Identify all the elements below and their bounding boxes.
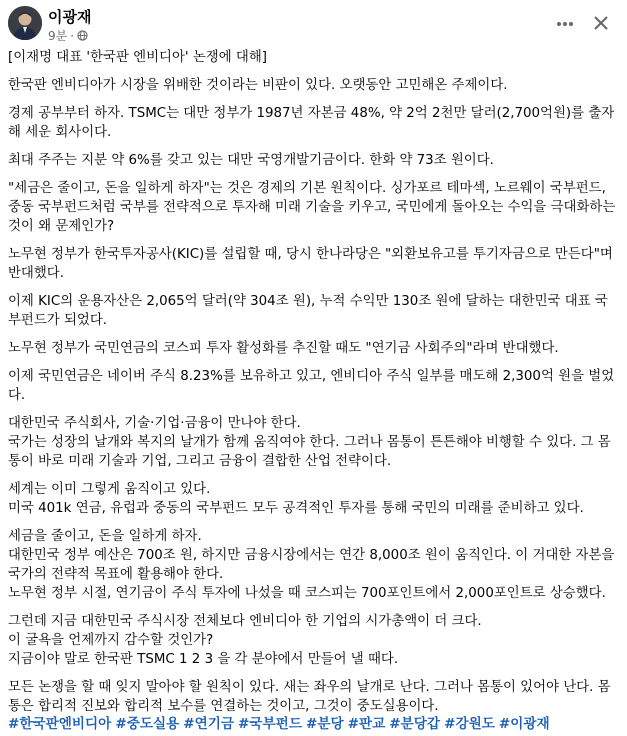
paragraph-line: 노무현 정부 시절, 연기금이 주식 투자에 나섰을 때 코스피는 700포인트에서 2,000포인트로 상승했다. bbox=[8, 586, 606, 601]
post-paragraph bbox=[8, 480, 620, 518]
post-paragraphs bbox=[8, 76, 620, 716]
paragraph-line: 한국판 엔비디아가 시장을 위배한 것이라는 비판이 있다. 오랫동안 고민해온 주제이다. bbox=[8, 78, 508, 93]
paragraph-line: 이 굴욕을 언제까지 감수할 것인가? bbox=[8, 633, 214, 648]
post-time[interactable]: 9분 bbox=[48, 29, 68, 43]
post-paragraph bbox=[8, 414, 620, 471]
post-paragraph bbox=[8, 104, 620, 142]
post-paragraph bbox=[8, 339, 620, 358]
hashtag-link[interactable]: #국부펀드 bbox=[238, 716, 302, 732]
post-paragraph bbox=[8, 527, 620, 603]
paragraph-line: 노무현 정부가 한국투자공사(KIC)를 설립할 때, 당시 한나라당은 "외환보유고를 투기자금으로 만든다"며 반대했다. bbox=[8, 247, 613, 281]
paragraph-line: 미국 401k 연금, 유럽과 중동의 국부펀드 모두 공격적인 투자를 통해 국민의 미래를 준비하고 있다. bbox=[8, 501, 584, 516]
close-button[interactable] bbox=[590, 12, 612, 34]
post-body bbox=[8, 48, 620, 725]
author-avatar[interactable] bbox=[8, 6, 42, 40]
paragraph-line: 대한민국 정부 예산은 700조 원, 하지만 금융시장에서는 연간 8,000조 원이 움직인다. 이 거대한 자본을 국가의 전략적 목표에 활용해야 한다. bbox=[8, 548, 615, 582]
more-horizontal-icon bbox=[556, 21, 574, 27]
paragraph-line: "세금은 줄이고, 돈을 일하게 하자"는 것은 경제의 기본 원칙이다. 싱가포르 테마섹, 노르웨이 국부펀드, 중동 국부펀드처럼 국부를 전략적으로 투자해 미래 기술을 키우고, 국민에게 돌아오는 수익을 극대화하는 것이 왜 문제인가? bbox=[8, 181, 616, 234]
paragraph-line: 세금을 줄이고, 돈을 일하게 하자. bbox=[8, 529, 202, 544]
hashtag-link[interactable]: #이광재 bbox=[498, 716, 550, 732]
hashtag-list bbox=[8, 712, 554, 732]
post-paragraph bbox=[8, 292, 620, 330]
paragraph-line: 노무현 정부가 국민연금의 코스피 투자 활성화를 추진할 때도 "연기금 사회주의"라며 반대했다. bbox=[8, 341, 559, 356]
paragraph-line: 세계는 이미 그렇게 움직이고 있다. bbox=[8, 482, 211, 497]
paragraph-line: 국가는 성장의 날개와 복지의 날개가 함께 움직여야 한다. 그러나 몸통이 튼튼해야 비행할 수 있다. 그 몸통이 바로 미래 기술과 기업, 그리고 금융이 결합한 산업 전략이다. bbox=[8, 435, 611, 469]
hashtag-link[interactable]: #판교 bbox=[347, 716, 386, 732]
globe-icon[interactable] bbox=[77, 30, 88, 41]
hashtag-link[interactable]: #한국판엔비디아 bbox=[8, 716, 112, 732]
avatar-portrait-icon bbox=[8, 6, 42, 40]
post-paragraph bbox=[8, 612, 620, 669]
post-paragraph bbox=[8, 179, 620, 236]
hashtag-link[interactable]: #연기금 bbox=[183, 716, 235, 732]
paragraph-line: 모든 논쟁을 할 때 잊지 말아야 할 원칙이 있다. 새는 좌우의 날개로 난다. 그러나 몸통이 있어야 난다. 몸통은 합리적 진보와 합리적 보수를 연결하는 것이고, 그것이 중도실용이다. bbox=[8, 680, 611, 714]
post-paragraph bbox=[8, 151, 620, 170]
meta-separator: · bbox=[70, 28, 75, 43]
paragraph-line: 경제 공부부터 하자. TSMC는 대만 정부가 1987년 자본금 48%, 약 2억 2천만 달러(2,700억원)를 출자해 세운 회사이다. bbox=[8, 106, 615, 140]
hashtag-link[interactable]: #분당갑 bbox=[389, 716, 441, 732]
hashtag-link[interactable]: #분당 bbox=[305, 716, 344, 732]
post-paragraph bbox=[8, 245, 620, 283]
hashtag-link[interactable]: #중도실용 bbox=[115, 716, 180, 732]
paragraph-line: 지금이야 말로 한국판 TSMC 1 2 3 을 각 분야에서 만들어 낼 때다. bbox=[8, 652, 399, 667]
post-paragraph bbox=[8, 76, 620, 95]
paragraph-line: 대한민국 주식회사, 기술·기업·금융이 만나야 한다. bbox=[8, 416, 301, 431]
close-icon bbox=[593, 15, 609, 31]
post-meta bbox=[48, 27, 88, 44]
author-name[interactable]: 이광재 bbox=[48, 8, 92, 26]
post-title: [이재명 대표 '한국판 엔비디아' 논쟁에 대해] bbox=[8, 50, 267, 65]
paragraph-line: 이제 KIC의 운용자산은 2,065억 달러(약 304조 원), 누적 수익만 130조 원에 달하는 대한민국 대표 국부펀드가 되었다. bbox=[8, 294, 608, 328]
more-options-button[interactable] bbox=[555, 14, 575, 34]
hashtag-link[interactable]: #강원도 bbox=[444, 716, 495, 732]
paragraph-line: 그런데 지금 대한민국 주식시장 전체보다 엔비디아 한 기업의 시가총액이 더 크다. bbox=[8, 614, 482, 629]
post-paragraph bbox=[8, 678, 620, 716]
post-paragraph bbox=[8, 367, 620, 405]
paragraph-line: 이제 국민연금은 네이버 주식 8.23%를 보유하고 있고, 엔비디아 주식 일부를 매도해 2,300억 원을 벌었다. bbox=[8, 369, 615, 403]
paragraph-line: 최대 주주는 지분 약 6%를 갖고 있는 대만 국영개발기금이다. 한화 약 73조 원이다. bbox=[8, 153, 494, 168]
